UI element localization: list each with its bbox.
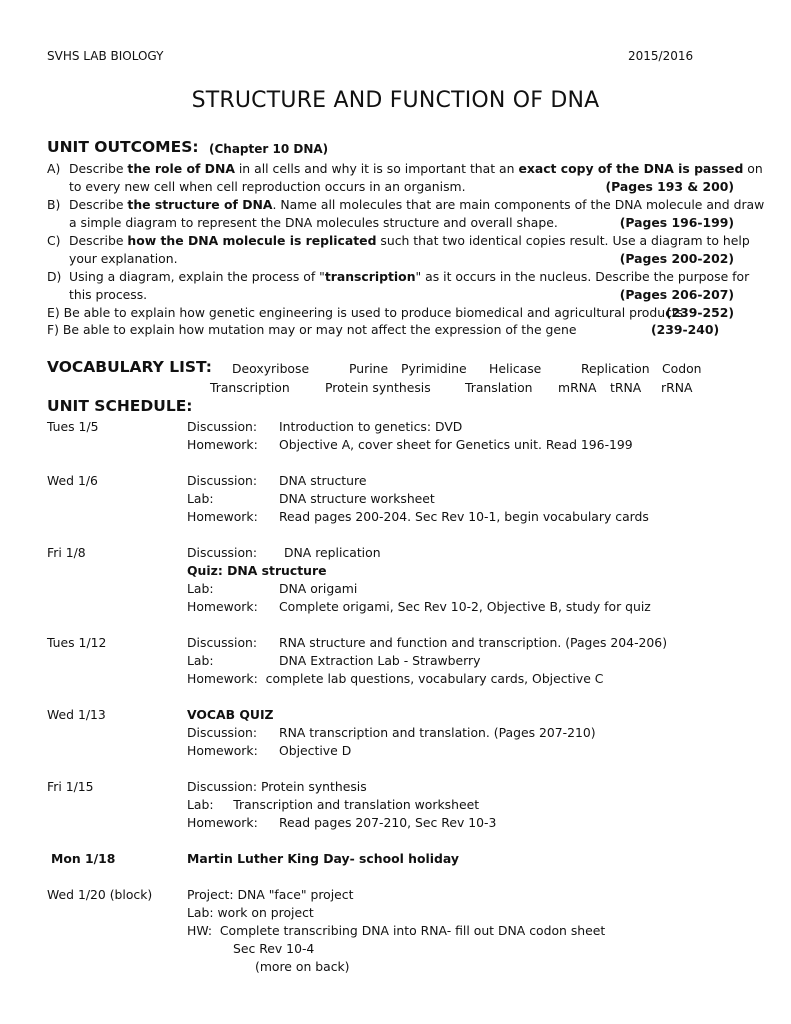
schedule-entry-label: Discussion:	[187, 419, 258, 434]
schedule-entry-text: Read pages 207-210, Sec Rev 10-3	[279, 815, 497, 830]
schedule-date: Wed 1/6	[47, 473, 98, 488]
outcome-line-2: a simple diagram to represent the DNA molecules structure and overall shape.	[69, 215, 558, 230]
vocabulary-term: Protein synthesis	[325, 380, 431, 395]
outcome-line-1	[69, 269, 749, 284]
outcome-text: " as it occurs in the nucleus. Describe the purpose for	[415, 269, 750, 284]
schedule-entry-label: Lab:	[187, 581, 214, 596]
schedule-entry-text: Discussion: Protein synthesis	[187, 779, 367, 794]
schedule-entry-text: Objective D	[279, 743, 352, 758]
schedule-entry-text: RNA transcription and translation. (Pages 207-210)	[279, 725, 596, 740]
header-year: 2015/2016	[628, 49, 694, 63]
outcome-key-phrase: exact copy of the DNA is passed	[518, 161, 744, 176]
schedule-entry-text: DNA structure worksheet	[279, 491, 435, 506]
outcome-text: Be able to explain how mutation may or may not affect the expression of the gene	[62, 322, 577, 337]
schedule-entry-label: Discussion:	[187, 635, 258, 650]
outcome-letter: C)	[47, 233, 61, 248]
vocabulary-term: Transcription	[210, 380, 290, 395]
vocabulary-term: Deoxyribose	[232, 361, 310, 376]
schedule-entry-text: Introduction to genetics: DVD	[279, 419, 463, 434]
outcome-letter: D)	[47, 269, 62, 284]
outcome-line-1	[69, 161, 763, 176]
outcome-pages: (Pages 200-202)	[619, 251, 734, 266]
schedule-date: Wed 1/20 (block)	[47, 887, 153, 902]
outcome-line-1	[69, 197, 764, 212]
schedule-entry-text: DNA replication	[284, 545, 381, 560]
outcomes-chapter: (Chapter 10 DNA)	[209, 142, 329, 156]
schedule-entry-text: Project: DNA "face" project	[187, 887, 354, 902]
outcome-key-phrase: how the DNA molecule is replicated	[127, 233, 377, 248]
schedule-entry-label: Discussion:	[187, 725, 258, 740]
schedule-entry-label: Discussion:	[187, 545, 258, 560]
outcomes-heading: UNIT OUTCOMES:	[47, 138, 199, 156]
schedule-date: Tues 1/12	[47, 635, 107, 650]
outcome-pages: (239-252)	[665, 305, 734, 320]
outcome-key-phrase: the structure of DNA	[127, 197, 273, 212]
outcome-line-1	[69, 233, 750, 248]
vocabulary-term: Translation	[465, 380, 533, 395]
vocabulary-term: Codon	[662, 361, 702, 376]
outcome-line-2: to every new cell when cell reproduction occurs in an organism.	[69, 179, 466, 194]
schedule-date: Wed 1/13	[47, 707, 106, 722]
outcome-line	[47, 305, 683, 320]
outcome-text: Be able to explain how genetic engineering is used to produce biomedical and agricultural products	[63, 305, 684, 320]
schedule-entry-label: Homework:	[187, 815, 258, 830]
schedule-entry-text: Objective A, cover sheet for Genetics unit. Read 196-199	[279, 437, 633, 452]
header-course: SVHS LAB BIOLOGY	[47, 49, 164, 63]
schedule-entry-text: DNA structure	[279, 473, 367, 488]
page-title: STRUCTURE AND FUNCTION OF DNA	[191, 88, 600, 113]
schedule-entry-text: Martin Luther King Day- school holiday	[187, 851, 459, 866]
vocabulary-term: rRNA	[661, 380, 693, 395]
schedule-entry-text: HW: Complete transcribing DNA into RNA- fill out DNA codon sheet	[187, 923, 606, 938]
vocabulary-heading: VOCABULARY LIST:	[47, 358, 212, 376]
vocabulary-term: Pyrimidine	[401, 361, 467, 376]
outcome-text: on	[743, 161, 763, 176]
schedule-entry-text: Homework: complete lab questions, vocabulary cards, Objective C	[187, 671, 604, 686]
outcome-pages: (Pages 206-207)	[619, 287, 734, 302]
schedule-entry-text: Lab: work on project	[187, 905, 314, 920]
outcome-key-phrase: transcription	[324, 269, 416, 284]
outcome-line	[47, 322, 576, 337]
outcome-text: . Name all molecules that are main components of the DNA molecule and draw	[272, 197, 765, 212]
schedule-entry-label: Discussion:	[187, 473, 258, 488]
outcome-key-phrase: the role of DNA	[127, 161, 235, 176]
outcome-pages: (Pages 196-199)	[619, 215, 734, 230]
schedule-entry-label: Lab:	[187, 491, 214, 506]
schedule-entry-label: Homework:	[187, 743, 258, 758]
schedule-entry-label: Lab:	[187, 653, 214, 668]
schedule-entry-text: Sec Rev 10-4	[233, 941, 315, 956]
vocabulary-term: Replication	[581, 361, 650, 376]
outcome-text: such that two identical copies result. Use a diagram to help	[376, 233, 750, 248]
schedule-date: Mon 1/18	[51, 851, 116, 866]
vocabulary-term: Purine	[349, 361, 389, 376]
schedule-heading: UNIT SCHEDULE:	[47, 397, 193, 415]
outcome-text: Describe	[69, 161, 128, 176]
vocabulary-term: tRNA	[610, 380, 642, 395]
schedule-entry-text: Complete origami, Sec Rev 10-2, Objective B, study for quiz	[279, 599, 651, 614]
schedule-entry-text: Quiz: DNA structure	[187, 563, 327, 578]
schedule-entry-text: DNA origami	[279, 581, 358, 596]
schedule-entry-text: Read pages 200-204. Sec Rev 10-1, begin vocabulary cards	[279, 509, 649, 524]
outcome-text: Using a diagram, explain the process of "	[69, 269, 325, 284]
outcome-pages: (Pages 193 & 200)	[605, 179, 734, 194]
outcome-text: Describe	[69, 233, 128, 248]
schedule-entry-text: RNA structure and function and transcription. (Pages 204-206)	[279, 635, 668, 650]
schedule-entry-label: Homework:	[187, 509, 258, 524]
outcome-letter: A)	[47, 161, 61, 176]
outcome-pages: (239-240)	[651, 322, 720, 337]
outcome-text: Describe	[69, 197, 128, 212]
schedule-date: Fri 1/15	[47, 779, 94, 794]
schedule-entry-text: (more on back)	[255, 959, 350, 974]
vocabulary-term: mRNA	[558, 380, 597, 395]
outcome-letter: B)	[47, 197, 61, 212]
outcome-letter: E)	[47, 305, 64, 320]
schedule-entry-text: Lab: Transcription and translation worksheet	[187, 797, 480, 812]
outcome-letter: F)	[47, 322, 63, 337]
outcome-text: in all cells and why it is so important that an	[234, 161, 519, 176]
vocabulary-term: Helicase	[489, 361, 542, 376]
schedule-date: Fri 1/8	[47, 545, 86, 560]
schedule-entry-text: DNA Extraction Lab - Strawberry	[279, 653, 481, 668]
outcome-line-2: this process.	[69, 287, 148, 302]
schedule-date: Tues 1/5	[47, 419, 99, 434]
schedule-entry-label: Homework:	[187, 437, 258, 452]
outcome-line-2: your explanation.	[69, 251, 178, 266]
schedule-entry-text: VOCAB QUIZ	[187, 707, 274, 722]
schedule-entry-label: Homework:	[187, 599, 258, 614]
